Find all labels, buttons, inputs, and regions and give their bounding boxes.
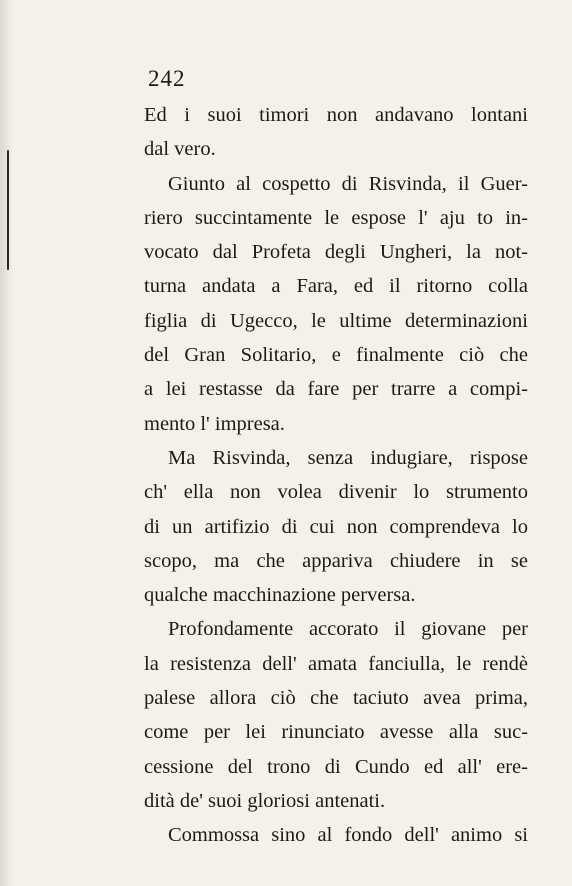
text-line: qualche macchinazione perversa. xyxy=(144,584,416,607)
page-number: 242 xyxy=(148,66,186,91)
text-line: del Gran Solitario, e finalmente ciò che xyxy=(144,344,528,367)
text-line: riero succintamente le espose l' aju to in- xyxy=(144,206,528,229)
margin-mark xyxy=(7,150,9,270)
text-line: palese allora ciò che taciuto avea prima, xyxy=(144,687,528,710)
text-line: la resistenza dell' amata fanciulla, le rendè xyxy=(144,652,528,675)
body-text xyxy=(144,98,528,853)
text-line: ch' ella non volea divenir lo strumento xyxy=(144,481,528,504)
text-line: Profondamente accorato il giovane per xyxy=(168,618,528,641)
text-line: dità de' suoi gloriosi antenati. xyxy=(144,789,386,812)
binding-shadow xyxy=(0,0,14,886)
text-line: di un artifizio di cui non comprendeva lo xyxy=(144,515,528,538)
text-line: dal vero. xyxy=(144,138,216,161)
text-line: Giunto al cospetto di Risvinda, il Guer- xyxy=(168,172,528,195)
text-line: a lei restasse da fare per trarre a compi- xyxy=(144,378,528,401)
text-line: vocato dal Profeta degli Ungheri, la not- xyxy=(144,241,528,264)
text-line: scopo, ma che appariva chiudere in se xyxy=(144,549,528,572)
text-line: turna andata a Fara, ed il ritorno colla xyxy=(144,275,528,298)
text-line: cessione del trono di Cundo ed all' ere- xyxy=(144,755,528,778)
text-line: come per lei rinunciato avesse alla suc- xyxy=(144,721,528,744)
text-line: Ed i suoi timori non andavano lontani xyxy=(144,104,528,126)
text-line: figlia di Ugecco, le ultime determinazioni xyxy=(144,309,528,332)
text-line: mento l' impresa. xyxy=(144,412,285,435)
text-line: Commossa sino al fondo dell' animo si xyxy=(168,824,528,847)
text-line: Ma Risvinda, senza indugiare, rispose xyxy=(168,446,528,469)
